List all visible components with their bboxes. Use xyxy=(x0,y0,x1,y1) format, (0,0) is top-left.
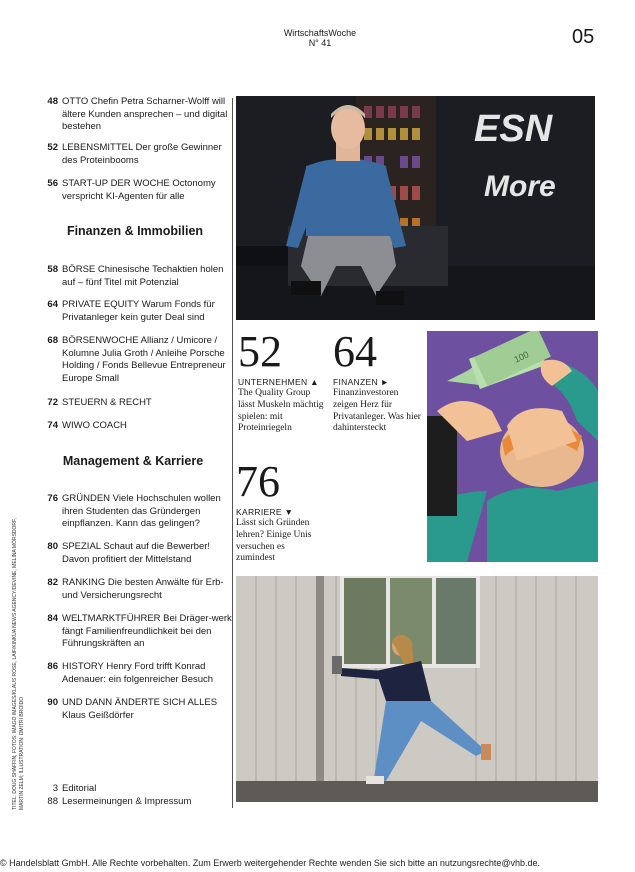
teaser-76[interactable] xyxy=(236,457,326,570)
toc-page-number: 52 xyxy=(47,142,58,153)
svg-text:100: 100 xyxy=(512,349,531,365)
toc-text: WIWO COACH xyxy=(62,420,127,431)
photo-protein-ceo[interactable] xyxy=(236,96,595,320)
toc-page-number: 48 xyxy=(47,96,58,107)
toc-text: STEUERN & RECHT xyxy=(62,397,152,408)
toc-text: WELTMARKTFÜHRER Bei Dräger-werk fängt Familienfreundlichkeit bei den Führungskräften an xyxy=(62,613,232,649)
toc-text: PRIVATE EQUITY Warum Fonds für Privatanleger kein guter Deal sind xyxy=(62,299,215,323)
toc-item[interactable] xyxy=(40,335,240,387)
toc-page-number: 84 xyxy=(47,613,58,624)
toc-item[interactable] xyxy=(40,796,240,808)
toc-text: RANKING Die besten Anwälte für Erb- und Versicherungsrecht xyxy=(62,577,224,601)
toc-group-bottom xyxy=(40,783,225,811)
teaser-page-number: 64 xyxy=(333,327,377,376)
toc-page-number: 86 xyxy=(47,661,58,672)
photo-karriere[interactable] xyxy=(236,576,598,802)
toc-item[interactable] xyxy=(40,397,240,411)
teaser-52[interactable] xyxy=(238,327,328,435)
toc-page-number: 90 xyxy=(47,697,58,708)
issue-number: N° 41 xyxy=(308,38,332,48)
section-heading-management: Management & Karriere xyxy=(62,454,204,468)
toc-text: OTTO Chefin Petra Scharner-Wolff will ältere Kunden ansprechen – und digital bestehen xyxy=(62,96,228,132)
toc-item[interactable] xyxy=(40,299,240,327)
toc-text: HISTORY Henry Ford trifft Konrad Adenauer: ein folgenreicher Besuch xyxy=(62,661,214,685)
teaser-text: Finanzinvestoren zeigen Herz für Privatanleger. Was hier dahintersteckt xyxy=(333,388,421,434)
teaser-kicker: KARRIERE ▼ xyxy=(236,507,294,517)
toc-text: UND DANN ÄNDERTE SICH ALLES Klaus Geißdörfer xyxy=(62,697,218,721)
magazine-name: WirtschaftsWoche xyxy=(283,28,357,38)
toc-page-number: 56 xyxy=(47,178,58,189)
page-number: 05 xyxy=(572,26,595,48)
toc-item[interactable] xyxy=(40,264,240,292)
teaser-text: Lässt sich Gründen lehren? Einige Unis versuchen es zumindest xyxy=(236,518,312,564)
copyright-footer: © Handelsblatt GmbH. Alle Rechte vorbehalten. Zum Erwerb weitergehender Rechte wenden Sie sich bitte an nutzungsrechte@vhb.de. xyxy=(0,858,541,868)
section-heading-finanzen: Finanzen & Immobilien xyxy=(66,224,204,238)
photo-protein-ceo-graphic xyxy=(236,96,595,320)
toc-group-management xyxy=(40,493,232,723)
toc-page-number: 80 xyxy=(47,541,58,552)
teaser-text: The Quality Group lässt Muskeln mächtig spielen: mit Proteinriegeln xyxy=(238,388,324,434)
toc-item[interactable] xyxy=(40,541,240,569)
teaser-page-number: 52 xyxy=(238,327,282,376)
toc-text: BÖRSENWOCHE Allianz / Umicore / Kolumne Julia Groth / Anleihe Porsche Holding / Fonds Bellevue Entrepreneur Europe Small xyxy=(62,335,226,384)
toc-item[interactable] xyxy=(40,178,240,206)
photo-sign-more: More xyxy=(484,170,556,203)
toc-item[interactable] xyxy=(40,493,240,533)
toc-page-number: 68 xyxy=(47,335,58,346)
toc-text: Editorial xyxy=(62,783,97,794)
toc-page-number: 82 xyxy=(47,577,58,588)
toc-page-number: 88 xyxy=(47,796,58,807)
toc-page-number: 76 xyxy=(47,493,58,504)
toc-text: LEBENSMITTEL Der große Gewinner des Proteinbooms xyxy=(62,142,222,166)
toc-page-number: 74 xyxy=(47,420,58,431)
toc-text: BÖRSE Chinesische Techaktien holen auf – fünf Titel mit Potenzial xyxy=(62,264,224,288)
illustration-finanzen[interactable] xyxy=(427,331,598,562)
toc-page-number: 64 xyxy=(47,299,58,310)
teaser-page-number: 76 xyxy=(236,457,280,506)
toc-text: GRÜNDEN Viele Hochschulen wollen ihren Studenten das Gründergen einpflanzen. Kann das gelingen? xyxy=(62,493,221,529)
toc-item[interactable] xyxy=(40,783,240,795)
toc-item[interactable] xyxy=(40,697,240,725)
masthead xyxy=(280,28,360,48)
column-divider xyxy=(232,98,233,808)
toc-item[interactable] xyxy=(40,96,240,136)
toc-group-finanzen xyxy=(40,264,225,434)
teaser-kicker: FINANZEN ► xyxy=(333,377,390,387)
teaser-kicker: UNTERNEHMEN ▲ xyxy=(238,377,319,387)
toc-text: Lesermeinungen & Impressum xyxy=(62,796,192,807)
toc-page-number: 58 xyxy=(47,264,58,275)
illustration-finanzen-graphic xyxy=(427,331,598,562)
photo-sign-esn: ESN xyxy=(474,108,553,150)
toc-item[interactable] xyxy=(40,142,240,170)
teaser-64[interactable] xyxy=(333,327,425,435)
toc-item[interactable] xyxy=(40,613,240,653)
toc-item[interactable] xyxy=(40,577,240,605)
toc-page-number: 3 xyxy=(52,783,58,794)
toc-text: SPEZIAL Schaut auf die Bewerber! Davon profitiert der Mittelstand xyxy=(62,541,211,565)
toc-group-top xyxy=(40,96,228,206)
photo-karriere-graphic xyxy=(236,576,598,802)
toc-page-number: 72 xyxy=(47,397,58,408)
toc-item[interactable] xyxy=(40,420,240,434)
photo-credits: TITEL: DOUG SHAFFIN; FOTOS: IMAGO IMAGES/KLAUS ROSE, LAIF/KINKUA NEWS AGENCY/DEVINE, MELINA MÖRSDORF, MARTIN ZELM; ILLUSTRATION: DMITRI BROIDO xyxy=(12,518,25,810)
toc-text: START-UP DER WOCHE Octonomy verspricht KI-Agenten für alle xyxy=(62,178,216,202)
toc-item[interactable] xyxy=(40,661,240,689)
